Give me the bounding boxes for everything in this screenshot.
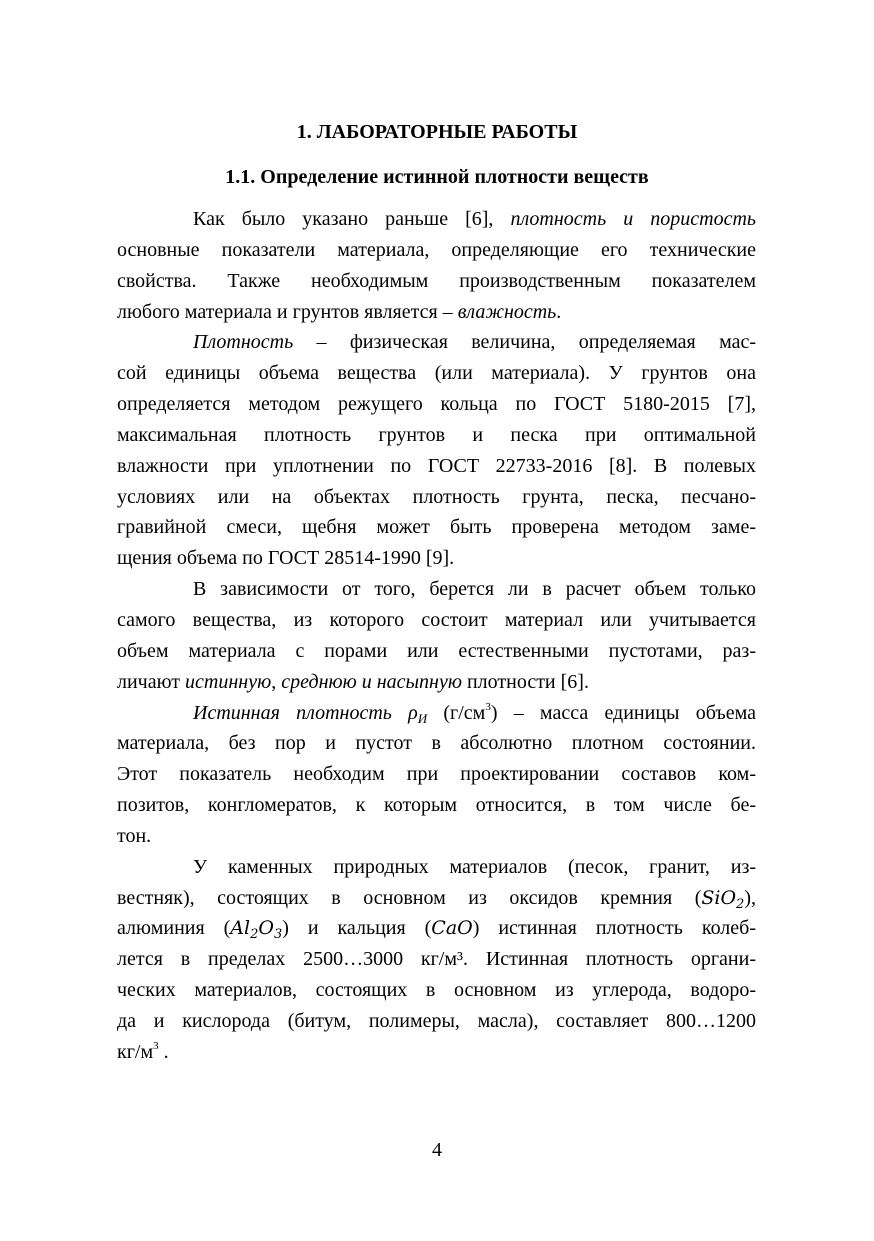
page-number: 4 xyxy=(432,1139,442,1161)
density-symbol: $\rho_И$ xyxy=(408,701,428,726)
text-line: $кг/м^3$ . xyxy=(117,1039,169,1063)
subsection-heading: 1.1. Определение истинной плотности веществ xyxy=(225,166,649,188)
formula-al2o3: $Al_2O_3$ xyxy=(230,917,283,943)
text-line: гравийной смеси, щебня может быть проверена методом заме- xyxy=(117,516,756,539)
text-line: условиях или на объектах плотность грунта, песка, песчано- xyxy=(117,485,756,508)
text-line: В зависимости от того, берется ли в расчет объем только xyxy=(193,578,756,601)
text-line: вестняк), состоящих в основном из оксидов кремния (SiO$_2$), xyxy=(117,886,756,912)
text-line: щения объема по ГОСТ 28514-1990 [9]. xyxy=(117,547,455,570)
paragraph-4 xyxy=(117,698,756,852)
text-line: лется в пределах 2500…3000 кг/м³. Истинная плотность органи- xyxy=(117,948,756,971)
italic-term: Плотность xyxy=(193,331,294,354)
paragraph-3 xyxy=(117,574,756,697)
text-line: любого материала и грунтов является – влажность. xyxy=(117,300,562,323)
text-line: максимальная плотность грунтов и песка при оптимальной xyxy=(117,423,756,446)
italic-term: истинную xyxy=(185,670,272,693)
paragraph-5 xyxy=(117,852,756,1068)
text-line: позитов, конгломератов, к которым относится, в том числе бе- xyxy=(117,794,756,817)
text-line: Истинная плотность $\rho_И$ $(г/см^3)$ – масса единицы объема xyxy=(193,700,757,726)
text-line: влажности при уплотнении по ГОСТ 22733-2016 [8]. В полевых xyxy=(117,454,756,477)
text-line: ческих материалов, состоящих в основном из углерода, водоро- xyxy=(117,979,756,1002)
italic-term: среднюю и насыпную xyxy=(281,670,462,693)
paragraph-1 xyxy=(117,204,756,327)
text-line: У каменных природных материалов (песок, гранит, из- xyxy=(193,855,756,878)
text-line: алюминия $(Al_2O_3)$ и кальция (CaO) истинная плотность колеб- xyxy=(117,917,756,943)
text-line: основные показатели материала, определяющие его технические xyxy=(117,238,756,261)
text-line: Этот показатель необходим при проектировании составов ком- xyxy=(117,763,756,786)
text-line: свойства. Также необходимым производственным показателем xyxy=(117,269,756,292)
text-line: Как было указано раньше [6], плотность и пористость xyxy=(193,208,757,230)
text-line: определяется методом режущего кольца по ГОСТ 5180-2015 [7], xyxy=(117,393,756,416)
italic-term: Истинная плотность xyxy=(193,701,392,724)
italic-term: плотность и пористость xyxy=(510,208,757,230)
text-line: да и кислорода (битум, полимеры, масла), составляет 800…1200 xyxy=(117,1009,756,1032)
paragraph-2 xyxy=(117,327,756,574)
formula-cao: CaO xyxy=(431,917,473,940)
text-line: Плотность – физическая величина, определяемая мас- xyxy=(193,331,757,354)
text-line: личают истинную, среднюю и насыпную плотности [6]. xyxy=(117,670,589,693)
section-heading: 1. ЛАБОРАТОРНЫЕ РАБОТЫ xyxy=(296,121,578,143)
text-line: материала, без пор и пустот в абсолютно плотном состоянии. xyxy=(117,732,756,755)
text-line: сой единицы объема вещества (или материала). У грунтов она xyxy=(117,362,756,385)
text-line: самого вещества, из которого состоит материал или учитывается xyxy=(117,608,756,631)
italic-term: влажность xyxy=(457,300,557,323)
text-line: тон. xyxy=(117,824,152,847)
body-text xyxy=(117,204,756,1068)
text-line: объем материала с порами или естественными пустотами, раз- xyxy=(117,639,756,662)
formula-sio2: SiO$_2$ xyxy=(701,886,745,912)
